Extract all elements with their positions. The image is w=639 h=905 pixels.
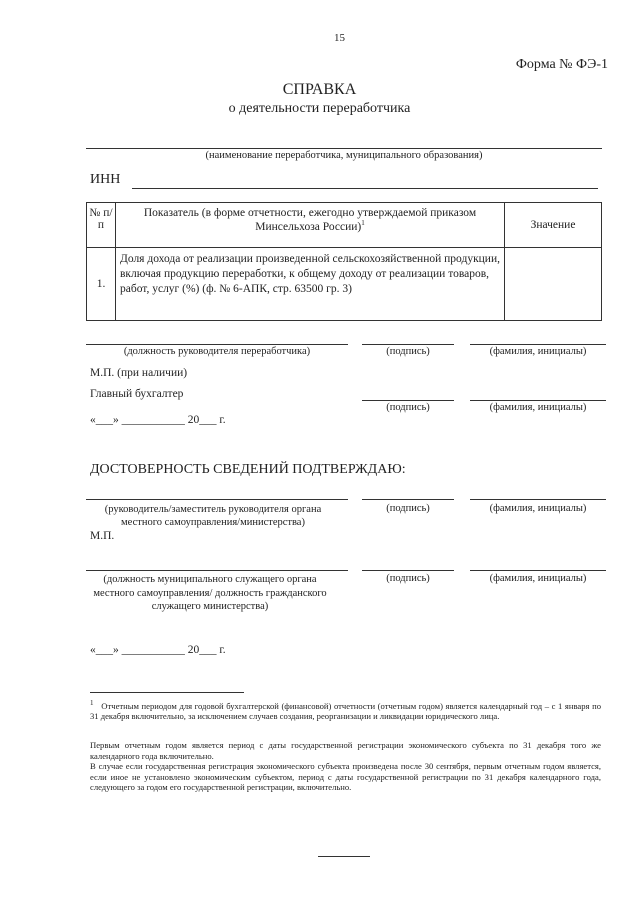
servant-signature-caption: (подпись) bbox=[386, 573, 430, 584]
org-name-line bbox=[86, 148, 602, 149]
footnote-paragraph-1: $^1$ Отчетным периодом для годовой бухгалтерской (финансовой) отчетности (отчетным годом) является календарный год – с 1 января по 31 декабря включительно, за исключением случаев создания, реорганизации и ликвидации юридического лица. bbox=[90, 699, 601, 722]
row-value[interactable] bbox=[505, 248, 602, 321]
table-header-row bbox=[87, 203, 602, 248]
official-signature-line bbox=[362, 499, 454, 500]
page-end-line bbox=[318, 856, 370, 857]
head-signature-line bbox=[362, 344, 454, 345]
head-name-caption: (фамилия, инициалы) bbox=[489, 346, 587, 357]
confirm-heading: ДОСТОВЕРНОСТЬ СВЕДЕНИЙ ПОДТВЕРЖДАЮ: bbox=[90, 462, 406, 477]
document-title: СПРАВКА bbox=[282, 81, 357, 98]
date-field-2: «___» ___________ 20___ г. bbox=[90, 644, 226, 656]
official-name-caption: (фамилия, инициалы) bbox=[489, 503, 587, 514]
official-position-caption: (руководитель/заместитель руководителя органа местного самоуправления/министерства) bbox=[104, 504, 322, 528]
inn-label: ИНН bbox=[90, 172, 121, 187]
header-indicator: Показатель (в форме отчетности, ежегодно утверждаемой приказом Минсельхоза России)$^1$ bbox=[116, 203, 505, 248]
indicator-table bbox=[86, 202, 602, 321]
accountant-signature-caption: (подпись) bbox=[386, 402, 430, 413]
servant-position-line bbox=[86, 570, 348, 571]
row-indicator: Доля дохода от реализации произведенной сельскохозяйственной продукции, включая продукцию переработки, к общему доходу от реализации товаров, работ, услуг (%) (ф. № 6-АПК, стр. 63500 гр. 3) bbox=[116, 248, 505, 321]
chief-accountant-label: Главный бухгалтер bbox=[90, 388, 184, 400]
header-num: № п/п bbox=[87, 203, 116, 248]
header-value: Значение bbox=[505, 203, 602, 248]
footnote-paragraph-2: Первым отчетным годом является период с даты государственной регистрации экономического субъекта по 31 декабря того же календарного года включительно. bbox=[90, 740, 601, 761]
accountant-name-line bbox=[470, 400, 606, 401]
head-name-line bbox=[470, 344, 606, 345]
head-signature-caption: (подпись) bbox=[386, 346, 430, 357]
date-field: «___» ___________ 20___ г. bbox=[90, 414, 226, 426]
official-position-line bbox=[86, 499, 348, 500]
head-position-caption: (должность руководителя переработчика) bbox=[123, 346, 311, 357]
official-signature-caption: (подпись) bbox=[386, 503, 430, 514]
servant-name-caption: (фамилия, инициалы) bbox=[489, 573, 587, 584]
servant-position-caption: (должность муниципального служащего органа местного самоуправления/ должность гражданского служащего министерства) bbox=[93, 574, 327, 612]
inn-line bbox=[132, 188, 598, 189]
servant-name-line bbox=[470, 570, 606, 571]
seal-note-2: М.П. bbox=[90, 530, 115, 542]
form-code: Форма № ФЭ-1 bbox=[515, 57, 608, 72]
accountant-signature-line bbox=[362, 400, 454, 401]
document-subtitle: о деятельности переработчика bbox=[228, 101, 411, 116]
servant-signature-line bbox=[362, 570, 454, 571]
seal-note: М.П. (при наличии) bbox=[90, 367, 188, 379]
org-name-caption: (наименование переработчика, муниципального образования) bbox=[205, 150, 483, 161]
footnote-paragraph-3: В случае если государственная регистрация экономического субъекта произведена после 30 сентября, первым отчетным годом является, если иное не установлено экономическим субъектом, период с даты государственной регистрации по 31 декабря календарного года, следующего за годом его государственной регистрации, включительно. bbox=[90, 761, 601, 793]
official-name-line bbox=[470, 499, 606, 500]
footnote-separator bbox=[90, 692, 244, 693]
row-num: 1. bbox=[87, 248, 116, 321]
accountant-name-caption: (фамилия, инициалы) bbox=[489, 402, 587, 413]
table-row bbox=[87, 248, 602, 321]
head-position-line bbox=[86, 344, 348, 345]
footnote-marker: 1 bbox=[90, 699, 94, 707]
page-number: 15 bbox=[334, 32, 345, 44]
